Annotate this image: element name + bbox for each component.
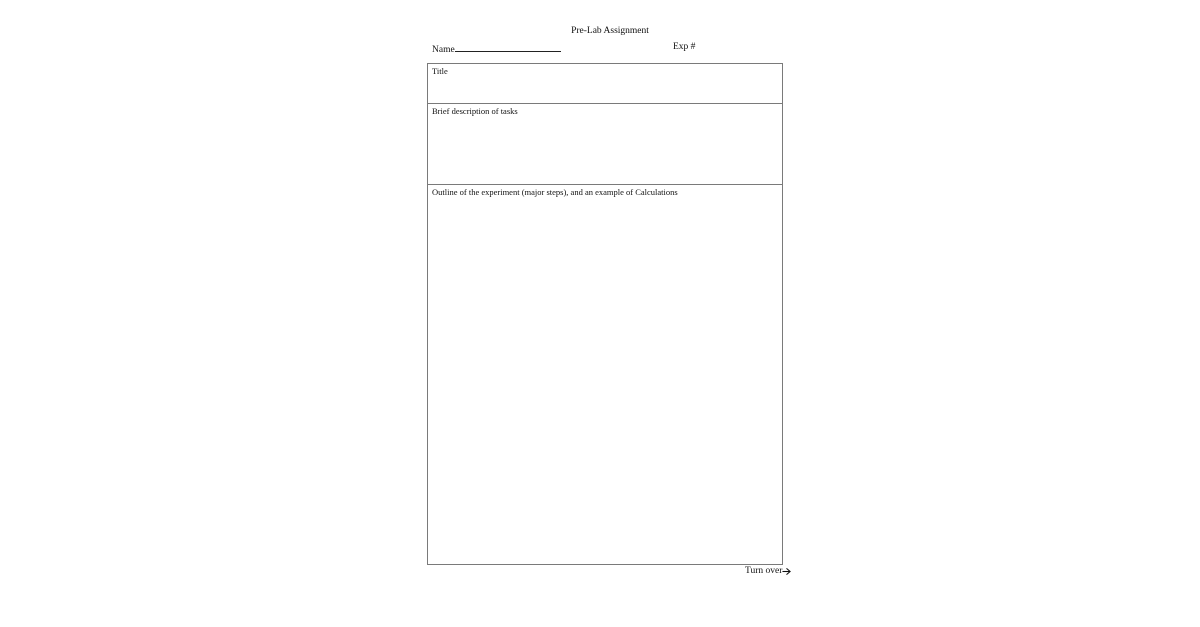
turn-over-note (745, 566, 791, 576)
exp-number-label: Exp # (673, 42, 696, 52)
description-section (428, 104, 782, 185)
outline-section-label: Outline of the experiment (major steps), and an example of Calculations (432, 187, 678, 197)
title-section-label: Title (432, 66, 448, 76)
description-section-label: Brief description of tasks (432, 106, 518, 116)
arrow-right-icon (782, 567, 791, 576)
outline-section (428, 185, 782, 564)
page-title: Pre-Lab Assignment (571, 26, 649, 36)
title-section (428, 64, 782, 104)
turn-over-label: Turn over (745, 566, 783, 576)
name-field (432, 42, 561, 55)
lab-form-box (427, 63, 783, 565)
name-blank-line (455, 42, 561, 52)
name-label: Name (432, 45, 455, 55)
